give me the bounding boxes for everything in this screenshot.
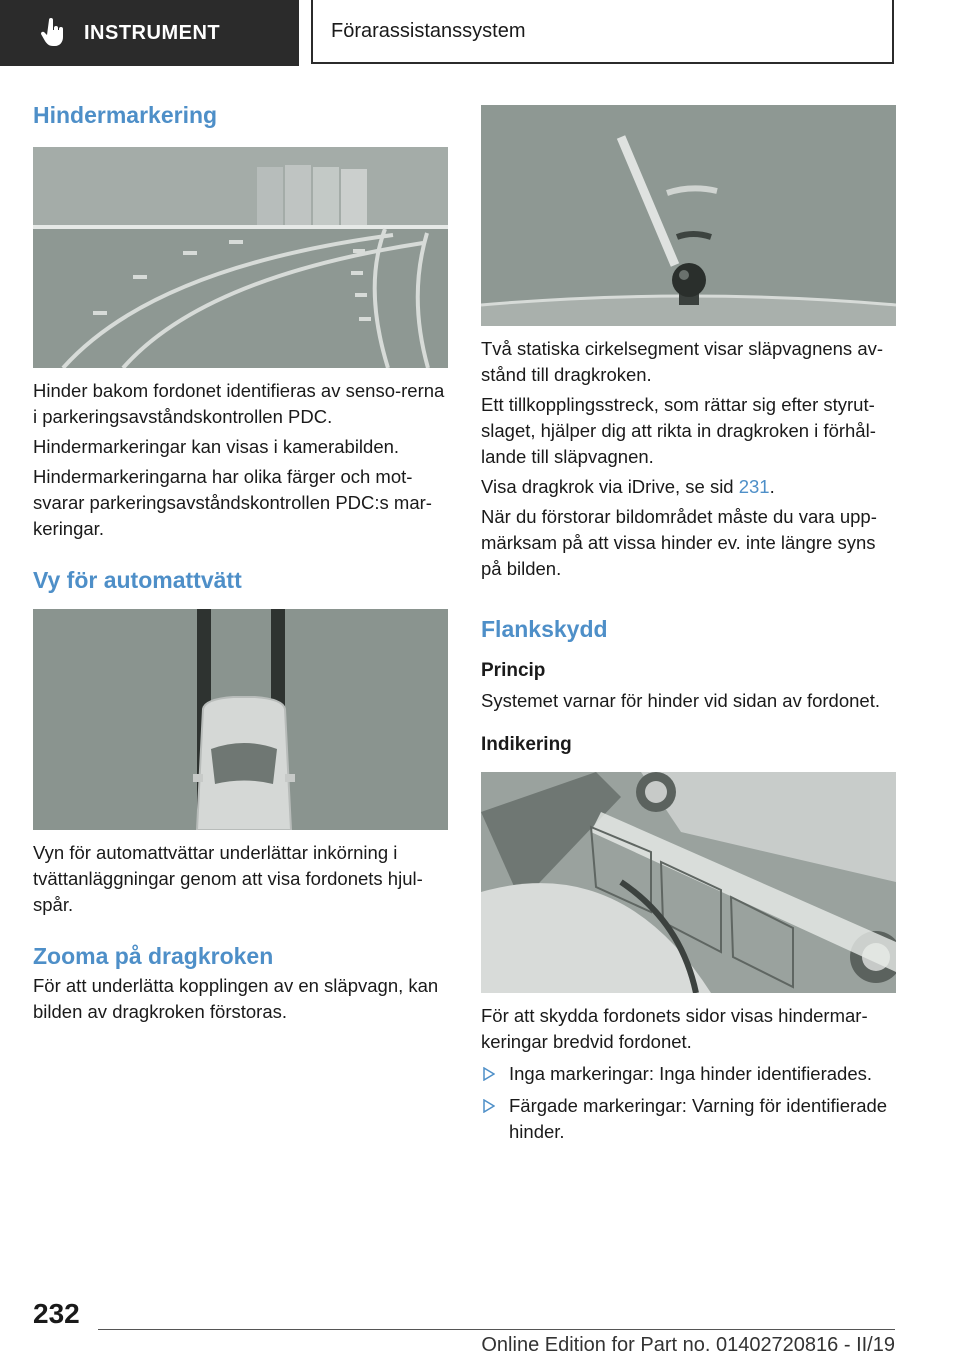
indication-list xyxy=(481,1061,896,1145)
paragraph-principle: Systemet varnar för hinder vid sidan av fordonet. xyxy=(481,690,880,711)
chapter-title: Förarassistanssystem xyxy=(331,19,526,42)
paragraph-flank-markings: För att skydda fordonets sidor visas hindermar-keringar bredvid fordonet. xyxy=(481,1005,868,1052)
paragraph-show-tow-hook: Visa dragkrok via iDrive, se sid 231. xyxy=(481,476,775,497)
heading-flank-protection: Flankskydd xyxy=(481,616,608,642)
figure-tow-hook-zoom xyxy=(481,105,896,326)
section-title: INSTRUMENT xyxy=(84,21,221,44)
paragraph-zoom-tow-hook: För att underlätta kopplingen av en släpvagn, kan bilden av dragkroken förstoras. xyxy=(33,975,439,1022)
list-item: Inga markeringar: Inga hinder identifierades. xyxy=(481,1061,896,1087)
left-column xyxy=(33,100,448,1025)
heading-indication: Indikering xyxy=(481,734,572,755)
page-number: 232 xyxy=(33,1298,80,1329)
paragraph-obstacle-camera: Hindermarkeringar kan visas i kamerabilden. xyxy=(33,436,400,457)
paragraph-circle-segments: Två statiska cirkelsegment visar släpvagnens av-stånd till dragkroken. xyxy=(481,338,884,385)
footer-edition: Online Edition for Part no. 01402720816 - II/19 xyxy=(481,1334,895,1356)
footer-divider xyxy=(98,1329,895,1330)
list-item: Färgade markeringar: Varning för identifierade hinder. xyxy=(481,1093,896,1145)
header-chapter-tab xyxy=(311,0,894,64)
page-reference-link[interactable]: 231 xyxy=(738,476,770,497)
figure-obstacle-marking xyxy=(33,147,448,368)
heading-principle: Princip xyxy=(481,660,546,681)
heading-zoom-tow-hook: Zooma på dragkroken xyxy=(33,943,274,969)
triangle-bullet-icon xyxy=(483,1067,495,1081)
figure-car-wash-view xyxy=(33,609,448,830)
paragraph-obstacle-colors: Hindermarkeringarna har olika färger och mot-svarar parkeringsavståndskontrollen PDC:s mar-keringar. xyxy=(33,466,432,539)
triangle-bullet-icon xyxy=(483,1099,495,1113)
paragraph-car-wash: Vyn för automattvättar underlättar inkörning i tvättanläggningar genom att visa fordonets hjul-spår. xyxy=(33,842,423,915)
header-section-tab xyxy=(0,0,299,66)
paragraph-obstacle-sensors: Hinder bakom fordonet identifieras av senso-rerna i parkeringsavståndskontrollen PDC. xyxy=(33,380,445,427)
paragraph-zoom-warning: När du förstorar bildområdet måste du vara upp-märksam på att vissa hinder ev. inte längre syns på bilden. xyxy=(481,506,877,579)
figure-flank-protection xyxy=(481,772,896,993)
right-column xyxy=(481,105,896,1145)
paragraph-coupling-line: Ett tillkopplingsstreck, som rättar sig efter styrut-slaget, hjälper dig att rikta in dragkroken i förhål-lande till släpvagnen. xyxy=(481,394,876,467)
heading-car-wash-view: Vy för automattvätt xyxy=(33,567,242,593)
heading-obstacle-marking: Hindermarkering xyxy=(33,102,218,128)
hand-pointer-icon xyxy=(40,18,66,48)
